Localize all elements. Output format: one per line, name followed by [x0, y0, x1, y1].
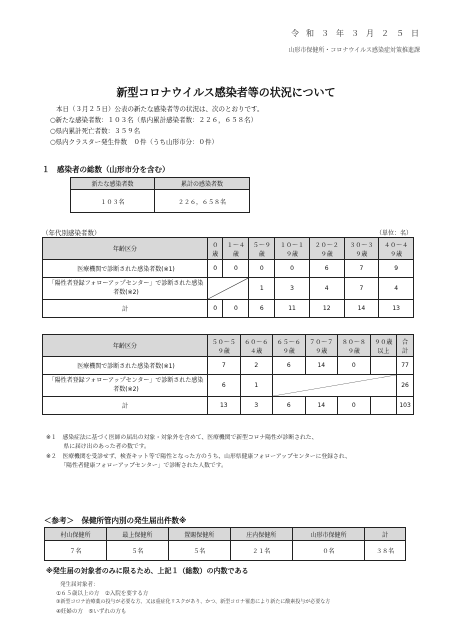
age-col: ０歳: [208, 238, 223, 260]
cell: 0: [249, 260, 275, 278]
row-followup-label: 「陽性者登録フォローアップセンター」で診断された感染者数(※2): [43, 278, 208, 300]
cell: 6: [249, 300, 275, 318]
cell: 77: [397, 357, 414, 375]
age-col: ８０〜８９歳: [338, 335, 371, 357]
total-cases-table: [70, 177, 250, 213]
new-cases-value: １０３名: [71, 190, 155, 213]
unit-label: （単位：名）: [375, 230, 412, 237]
cell: 3: [275, 278, 310, 300]
age-col: ４０〜４９歳: [379, 238, 414, 260]
age-col: １０〜１９歳: [275, 238, 310, 260]
cell: 0: [223, 260, 249, 278]
cell: 9: [379, 260, 414, 278]
row-total-label: 計: [43, 300, 208, 318]
note-2-cont: 「陽性者健康フォローアップセンター」で診断された人数です。: [46, 463, 227, 469]
note-1: ※１ 感染症法に基づく医師の届出の対象・対象外を含めて、医療機関で新型コロナ陽性が診断された、: [46, 435, 318, 441]
ref-small-3: ③新型コロナ治療薬の投与が必要な方、又は重症化リスクがあり、かつ、新型コロナ罹患により新たに酸素投与が必要な方: [56, 599, 331, 605]
hc-header: 庄内保健所: [230, 528, 292, 541]
hc-header: 最上保健所: [106, 528, 168, 541]
cell: 4: [379, 278, 414, 300]
cell: 26: [397, 375, 414, 397]
section1-heading: １ 感染者の総数（山形市分を含む）: [42, 165, 170, 174]
cell: 11: [275, 300, 310, 318]
row-followup-label: 「陽性者登録フォローアップセンター」で診断された感染者数(※2): [43, 375, 208, 397]
cell: 6: [309, 260, 344, 278]
cell: 6: [273, 357, 306, 375]
hc-value: ２１名: [230, 541, 292, 561]
ref-small-2: ①６５歳以上の方 ②入院を要する方: [56, 591, 149, 597]
empty-cross-cell: [273, 375, 397, 397]
cumulative-value: ２２６，６５８名: [155, 190, 250, 213]
age-col: １〜４歳: [223, 238, 249, 260]
ref-small-4: ④妊婦の方 ⑤いずれの方も: [56, 609, 127, 615]
hc-header: 計: [365, 528, 406, 541]
cell: 7: [344, 260, 379, 278]
cell: 0: [208, 260, 223, 278]
hc-value: ７名: [45, 541, 107, 561]
age-col: ９０歳以上: [370, 335, 397, 357]
hc-header: 山形市保健所: [292, 528, 365, 541]
hc-header: 村山保健所: [45, 528, 107, 541]
cell: 14: [305, 397, 338, 415]
cell: 4: [309, 278, 344, 300]
age-col: ３０〜３９歳: [344, 238, 379, 260]
hc-value: ３８名: [365, 541, 406, 561]
age-table-old: [42, 334, 414, 415]
cell: 0: [223, 300, 249, 318]
cell: 13: [379, 300, 414, 318]
age-table-young: [42, 237, 414, 318]
cell: 6: [273, 397, 306, 415]
bullet-deaths: ○県内累計死亡者数：３５９名: [50, 127, 141, 135]
cell: 1: [249, 278, 275, 300]
row-hospital-label: 医療機関で診断された感染者数(※1): [43, 260, 208, 278]
cell: 7: [344, 278, 379, 300]
ref-footer: ※発生届の対象者のみに限るため、上記１（総数）の内数である: [46, 567, 249, 575]
cell: [370, 357, 397, 375]
intro-text: 本日（３月２５日）公表の新たな感染者等の状況は、次のとおりです。: [56, 105, 264, 113]
cumulative-header: 累計の感染者数: [155, 178, 250, 190]
cell: 6: [208, 375, 241, 397]
cell: 12: [309, 300, 344, 318]
report-date: 令和３年３月２５日: [291, 29, 426, 38]
cell: 0: [208, 300, 223, 318]
note-2: ※２ 医療機関を受診せず、検査キット等で陽性となった方のうち、山形県健康フォローアップセンターに登録され、: [46, 454, 351, 460]
age-col: ６０〜６４歳: [240, 335, 273, 357]
cell: 2: [240, 357, 273, 375]
hc-value: ５名: [168, 541, 230, 561]
hc-value: ５名: [106, 541, 168, 561]
ref-small-1: 発生届対象者：: [60, 582, 99, 588]
new-cases-header: 新たな感染者数: [71, 178, 155, 190]
age-col: ２０〜２９歳: [309, 238, 344, 260]
age-header-label: 年齢区分: [43, 238, 208, 260]
hc-value: ０名: [292, 541, 365, 561]
row-hospital-label: 医療機関で診断された感染者数(※1): [43, 357, 208, 375]
cell: 14: [305, 357, 338, 375]
cell: 103: [397, 397, 414, 415]
reference-heading: ＜参考＞ 保健所管内別の発生届出件数※: [44, 516, 187, 525]
age-col: ５〜９歳: [249, 238, 275, 260]
cell: 0: [338, 397, 371, 415]
note-1-cont: 県に届け出のあった者の数です。: [46, 444, 150, 450]
cell: 14: [344, 300, 379, 318]
age-caption: （年代別感染者数）: [42, 229, 101, 237]
bullet-clusters: ○県内クラスター発生件数 ０件（うち山形市分：０件）: [50, 138, 218, 146]
age-col: ５０〜５９歳: [208, 335, 241, 357]
age-header-label: 年齢区分: [43, 335, 208, 357]
cell: 1: [240, 375, 273, 397]
cell: 13: [208, 397, 241, 415]
cell: [370, 397, 397, 415]
row-total-label: 計: [43, 397, 208, 415]
health-center-table: [44, 527, 406, 561]
page-title: 新型コロナウイルス感染者等の状況について: [116, 86, 336, 99]
age-col: 合計: [397, 335, 414, 357]
hc-header: 置賜保健所: [168, 528, 230, 541]
department-name: 山形市保健所・コロナウイルス感染症対策推進課: [288, 47, 420, 54]
cell: 7: [208, 357, 241, 375]
age-col: ７０〜７９歳: [305, 335, 338, 357]
age-col: ６５〜６９歳: [273, 335, 306, 357]
cell: 3: [240, 397, 273, 415]
empty-cross-cell: [208, 278, 249, 300]
cell: 0: [275, 260, 310, 278]
cell: 0: [338, 357, 371, 375]
bullet-new-cases: ○新たな感染者数：１０３名（県内累計感染者数：２２６，６５８名）: [50, 116, 258, 124]
